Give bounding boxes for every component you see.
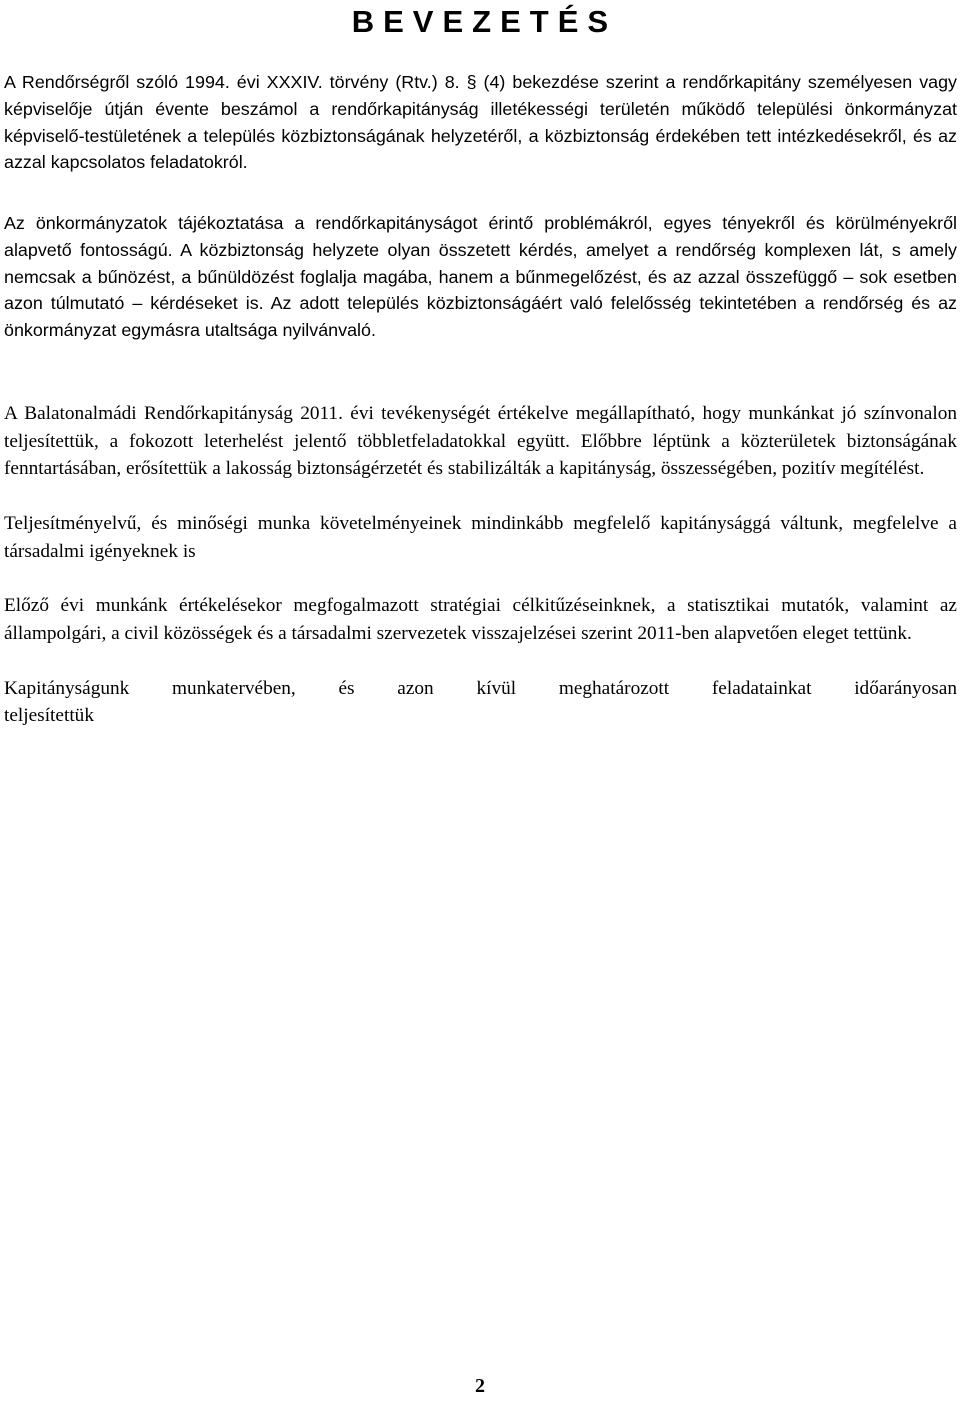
- paragraph-work-plan: Kapitányságunk munkatervében, és azon kívül meghatározott feladatainkat időarányosan: [4, 678, 957, 699]
- page-title: B E V E Z E T É S: [351, 4, 609, 39]
- paragraph-work-plan-continued: teljesítettük: [4, 705, 94, 726]
- paragraph-strategic-goals: Előző évi munkánk értékelésekor megfogalmazott stratégiai célkitűzéseinknek, a statisztikai mutatók, valamint az állampolgári, a civil közösségek és a társadalmi szervezetek visszajelzései szerint 2011-ben alapvetően eleget tettünk.: [4, 595, 957, 644]
- paragraph-annual-evaluation: A Balatonalmádi Rendőrkapitányság 2011. évi tevékenységét értékelve megállapítható, hogy munkánkat jó színvonalon teljesítettük, a fokozott leterhelést jelentő többletfeladatokkal együtt. Előbbre léptünk a közterületek biztonságának fenntartásában, erősítettük a lakosság biztonságérzetét és stabilizálták a kapitányság, összességében, pozitív megítélést.: [4, 403, 957, 480]
- paragraph-municipal-information: Az önkormányzatok tájékoztatása a rendőrkapitányságot érintő problémákról, egyes tényekről és körülményekről alapvető fontosságú. A közbiztonság helyzete olyan összetett kérdés, amelyet a rendőrség komplexen lát, s amely nemcsak a bűnözést, a bűnüldözést foglalja magába, hanem a bűnmegelőzést, és az azzal összefüggő – sok esetben azon túlmutató – kérdéseket is. Az adott település közbiztonságáért való felelősség tekintetében a rendőrség és az önkormányzat egymásra utaltsága nyilvánvaló.: [4, 213, 957, 341]
- paragraph-legal-basis: A Rendőrségről szóló 1994. évi XXXIV. törvény (Rtv.) 8. § (4) bekezdése szerint a rendőrkapitány személyesen vagy képviselője útján évente beszámol a rendőrkapitányság illetékességi területén működő települési önkormányzat képviselő-testületének a település közbiztonságának helyzetéről, a közbiztonság érdekében tett intézkedésekről, és az azzal kapcsolatos feladatokról.: [4, 72, 957, 173]
- page-number: 2: [475, 1375, 485, 1397]
- paragraph-performance: Teljesítményelvű, és minőségi munka követelményeinek mindinkább megfelelő kapitánysággá váltunk, megfelelve a társadalmi igényeknek is: [4, 513, 957, 562]
